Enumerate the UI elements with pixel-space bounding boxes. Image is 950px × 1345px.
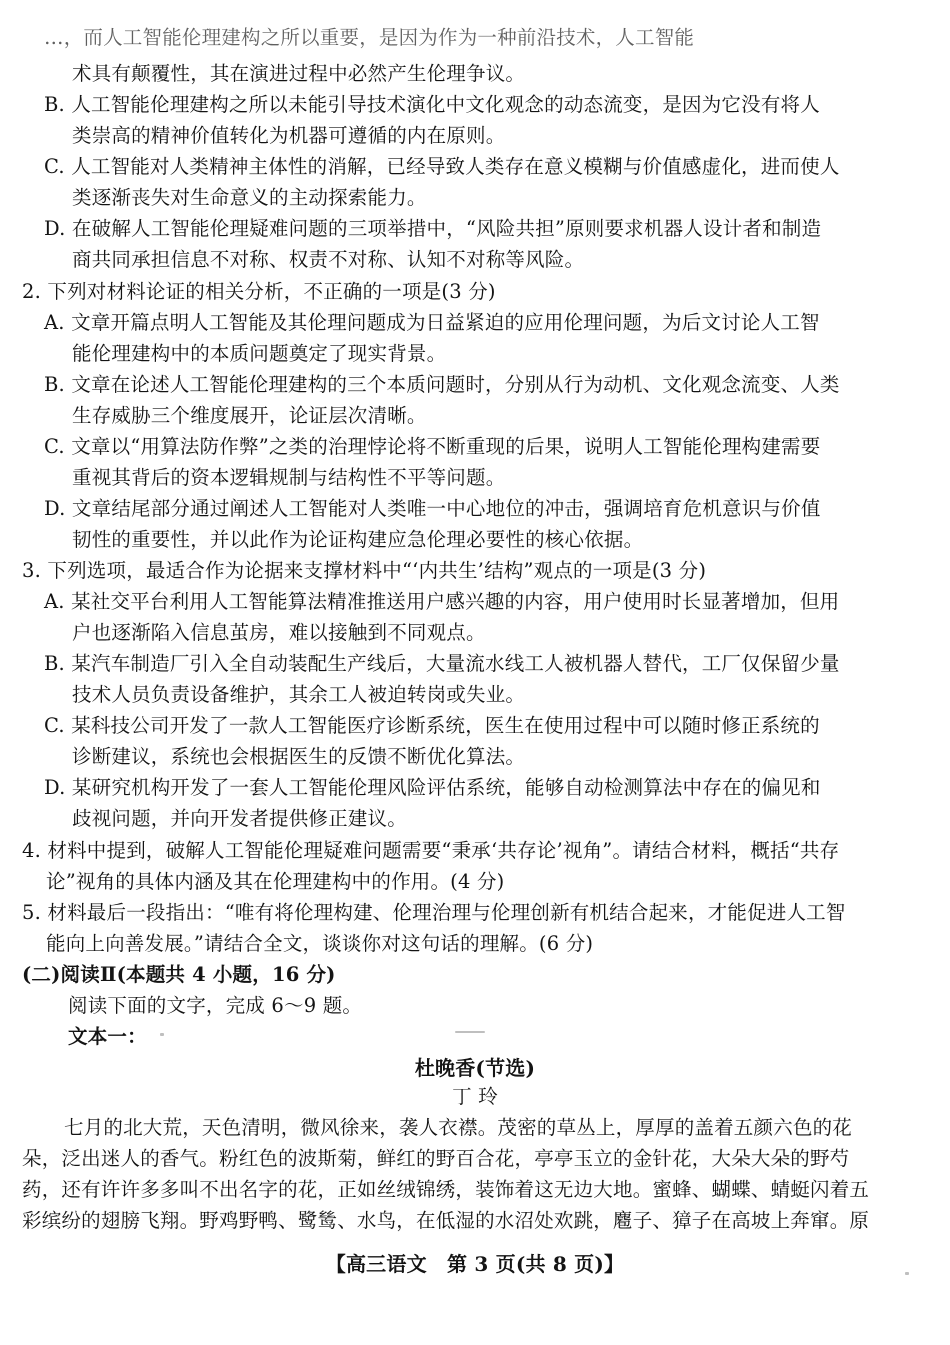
- q1-option-c-line1: C. 人工智能对人类精神主体性的消解，已经导致人类存在意义模糊与价值感虚化，进而使人: [44, 155, 840, 178]
- q4-line2: 论”视角的具体内涵及其在伦理建构中的作用。(4 分): [46, 870, 505, 893]
- scan-speck: [160, 1033, 164, 1036]
- q3-option-d-line1: D. 某研究机构开发了一套人工智能伦理风险评估系统，能够自动检测算法中存在的偏见和: [44, 776, 821, 799]
- passage-line-2: 朵，泛出迷人的香气。粉红色的波斯菊，鲜红的野百合花，亭亭玉立的金针花，大朵大朵的野芍: [22, 1147, 850, 1170]
- q1-option-b-line1: B. 人工智能伦理建构之所以未能引导技术演化中文化观念的动态流变，是因为它没有将人: [44, 93, 820, 116]
- scan-speck: [455, 1031, 485, 1033]
- q2-option-d-line1: D. 文章结尾部分通过阐述人工智能对人类唯一中心地位的冲击，强调培育危机意识与价值: [44, 497, 821, 520]
- q3-option-b-line1: B. 某汽车制造厂引入全自动装配生产线后，大量流水线工人被机器人替代，工厂仅保留少量: [44, 652, 840, 675]
- q2-stem: 2. 下列对材料论证的相关分析，不正确的一项是(3 分): [22, 280, 496, 303]
- q2-option-d-line2: 韧性的重要性，并以此作为论证构建应急伦理必要性的核心依据。: [72, 528, 644, 551]
- q3-option-a-line2: 户也逐渐陷入信息茧房，难以接触到不同观点。: [72, 621, 486, 644]
- q3-option-c-line2: 诊断建议，系统也会根据医生的反馈不断优化算法。: [72, 745, 526, 768]
- page-footer: 【高三语文 第 3 页(共 8 页)】: [325, 1252, 625, 1276]
- q3-option-b-line2: 技术人员负责设备维护，其余工人被迫转岗或失业。: [72, 683, 526, 706]
- text-one-label: 文本一：: [68, 1025, 147, 1048]
- q2-option-c-line2: 重视其背后的资本逻辑规制与结构性不平等问题。: [72, 466, 506, 489]
- q2-option-b-line1: B. 文章在论述人工智能伦理建构的三个本质问题时，分别从行为动机、文化观念流变、人类: [44, 373, 840, 396]
- passage-line-3: 药，还有许许多多叫不出名字的花，正如丝绒锦绣，装饰着这无边大地。蜜蜂、蝴蝶、蜻蜓闪着五: [22, 1178, 870, 1201]
- q2-option-c-line1: C. 文章以“用算法防作弊”之类的治理悖论将不断重现的后果，说明人工智能伦理构建需要: [44, 435, 821, 458]
- passage-title: 杜晚香(节选): [414, 1056, 536, 1080]
- q1-option-b-line2: 类崇高的精神价值转化为机器可遵循的内在原则。: [72, 124, 506, 147]
- q5-line1: 5. 材料最后一段指出：“唯有将伦理构建、伦理治理与伦理创新有机结合起来，才能促进人工智: [22, 901, 846, 924]
- passage-line-1: 七月的北大荒，天色清明，微风徐来，袭人衣襟。茂密的草丛上，厚厚的盖着五颜六色的花: [64, 1116, 853, 1139]
- q5-line2: 能向上向善发展。”请结合全文，谈谈你对这句话的理解。(6 分): [46, 932, 594, 955]
- section-heading: (二)阅读Ⅱ(本题共 4 小题，16 分): [22, 963, 336, 986]
- q3-stem: 3. 下列选项，最适合作为论据来支撑材料中“‘内共生’结构”观点的一项是(3 分): [22, 559, 707, 582]
- q2-option-a-line2: 能伦理建构中的本质问题奠定了现实背景。: [72, 342, 447, 365]
- q3-option-a-line1: A. 某社交平台利用人工智能算法精准推送用户感兴趣的内容，用户使用时长显著增加，但用: [44, 590, 840, 613]
- q2-option-b-line2: 生存威胁三个维度展开，论证层次清晰。: [72, 404, 427, 427]
- q1-option-a-continuation: 术具有颠覆性，其在演进过程中必然产生伦理争议。: [72, 62, 526, 85]
- q3-option-d-line2: 歧视问题，并向开发者提供修正建议。: [72, 807, 407, 830]
- q1-option-c-line2: 类逐渐丧失对生命意义的主动探索能力。: [72, 186, 427, 209]
- section-instruction: 阅读下面的文字，完成 6～9 题。: [68, 994, 363, 1017]
- passage-author: 丁 玲: [452, 1085, 498, 1108]
- q4-line1: 4. 材料中提到，破解人工智能伦理疑难问题需要“秉承‘共存论’视角”。请结合材料，概括“共存: [22, 839, 840, 862]
- scan-speck: [905, 1272, 909, 1275]
- q2-option-a-line1: A. 文章开篇点明人工智能及其伦理问题成为日益紧迫的应用伦理问题，为后文讨论人工智: [44, 311, 820, 334]
- partial-top-line: …，而人工智能伦理建构之所以重要，是因为作为一种前沿技术，人工智能: [44, 26, 695, 49]
- q1-option-d-line2: 商共同承担信息不对称、权责不对称、认知不对称等风险。: [72, 248, 585, 271]
- q1-option-d-line1: D. 在破解人工智能伦理疑难问题的三项举措中，“风险共担”原则要求机器人设计者和制造: [44, 217, 822, 240]
- q3-option-c-line1: C. 某科技公司开发了一款人工智能医疗诊断系统，医生在使用过程中可以随时修正系统的: [44, 714, 820, 737]
- passage-line-4: 彩缤纷的翅膀飞翔。野鸡野鸭、鹭鸶、水鸟，在低湿的水沼处欢跳，麅子、獐子在高坡上奔窜。原: [22, 1209, 870, 1232]
